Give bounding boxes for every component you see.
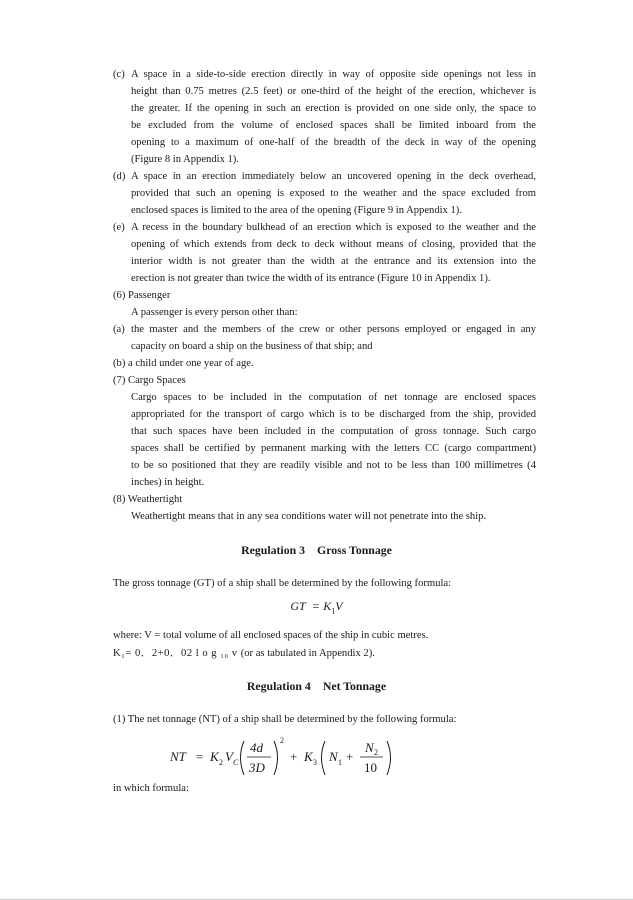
passenger-a-line-1: the master and the members of the crew or other persons employed or engaged in any [131,324,536,335]
left-paren-2 [322,741,326,775]
gross-tonnage-formula [0,599,633,615]
passenger-heading: (6) Passenger [113,290,171,301]
cargo-line-5: to be so positioned that they are readily visible and not to be less than 100 millimetres (4 [131,460,536,471]
clause-e-line-1: A recess in the boundary bulkhead of an erection which is exposed to the weather and the [131,222,536,233]
cargo-line-1: Cargo spaces to be included in the computation of net tonnage are enclosed spaces [131,392,536,403]
fraction-numerator: 4d [250,740,263,755]
nt-equals: = [196,749,204,764]
nt-vc-subscript: C [233,758,239,767]
regulation-3-number: Regulation 3 [241,543,306,557]
clause-c-label: (c) [113,69,125,80]
gt-k-subscript: 1 [331,606,336,616]
right-paren-2 [387,741,391,775]
right-paren-1 [274,741,278,775]
clause-c-line-6: (Figure 8 in Appendix 1). [131,154,239,165]
nt-n2-symbol: N [365,740,374,755]
cargo-line-6: inches) in height. [131,477,205,488]
clause-e-line-3: interior width is not greater than the width at the entrance and its extension into the [131,256,536,267]
clause-c-line-5: opening to a maximum of one-half of the breadth of the deck in way of the opening [131,137,536,148]
nt-n1-symbol: N [329,749,338,764]
gt-equals: = [312,599,320,613]
regulation-4-number: Regulation 4 [246,679,311,693]
nt-k3-subscript: 3 [313,758,317,767]
clause-e-label: (e) [113,222,125,233]
nt-k2-subscript: 2 [219,758,223,767]
denominator-ten: 10 [364,760,377,775]
clause-d-line-1: A space in an erection immediately below an uncovered opening in the deck overhead, [131,171,536,182]
nt-k3-symbol: K [304,749,313,764]
squared-exponent: 2 [280,736,284,745]
gt-v-symbol: V [335,599,343,613]
nt-n2-subscript: 2 [374,748,378,757]
left-paren-1 [241,741,245,775]
passenger-intro: A passenger is every person other than: [131,307,298,318]
clause-c-line-3: the greater. If the opening in such an erection is provided on one side only, the space to [131,103,536,114]
clause-c-line-2: height than 0.75 metres (2.5 feet) or one-third of the height of the erection, whichever is [131,86,536,97]
nt-k2-symbol: K [210,749,219,764]
regulation-3-title: Gross Tonnage [317,543,392,557]
k1-formula: K₁= 0．2+0．02 l o g ₁₀ v [113,648,238,659]
plus-sign: + [290,749,298,764]
cargo-heading: (7) Cargo Spaces [113,375,186,386]
regulation-3-where: where: V = total volume of all enclosed spaces of the ship in cubic metres. [113,630,429,641]
gt-symbol: GT [290,599,306,613]
passenger-a-label: (a) [113,324,125,335]
regulation-4-intro: (1) The net tonnage (NT) of a ship shall be determined by the following formula: [113,714,457,725]
clause-d-line-2: provided that such an opening is exposed to the weather and the space excluded from [131,188,536,199]
clause-e-line-2: opening of which extends from deck to deck without means of closing, provided that the [131,239,536,250]
clause-d-label: (d) [113,171,126,182]
passenger-a-line-2: capacity on board a ship on the business of that ship; and [131,341,373,352]
regulation-4-title: Net Tonnage [322,679,387,693]
plus-sign-2: + [346,749,354,764]
nt-symbol: NT [170,749,186,764]
fraction-denominator: 3D [249,760,265,775]
clause-e-line-4: erection is not greater than twice the width of its entrance (Figure 10 in Appendix 1). [131,273,491,284]
regulation-3-heading [0,543,633,558]
gt-k-symbol: K [323,599,332,613]
net-tonnage-formula [170,733,410,781]
cargo-line-4: spaces shall be certified by permanent marking with the letters CC (cargo compartment) [131,443,536,454]
regulation-3-intro: The gross tonnage (GT) of a ship shall be determined by the following formula: [113,578,452,589]
clause-c-line-4: be excluded from the volume of enclosed spaces shall be limited inboard from the [131,120,536,131]
clause-d-line-3: enclosed spaces is limited to the area of the opening (Figure 9 in Appendix 1). [131,205,462,216]
cargo-line-3: that such spaces have been included in the computation of gross tonnage. Such cargo [131,426,536,437]
k1-formula-line [113,645,375,660]
clause-c-line-1: A space in a side-to-side erection directly in way of opposite side openings not less in [131,69,536,80]
nt-vc-symbol: V [225,749,233,764]
k1-formula-suffix: (or as tabulated in Appendix 2). [240,648,375,659]
weathertight-line: Weathertight means that in any sea conditions water will not penetrate into the ship. [131,511,487,522]
cargo-line-2: appropriated for the transport of cargo which is to be discharged from the ship, provided [131,409,536,420]
nt-n1-subscript: 1 [338,758,342,767]
regulation-4-closing: in which formula: [113,783,189,794]
regulation-4-heading [0,679,633,694]
weathertight-heading: (8) Weathertight [113,494,183,505]
passenger-b-line: (b) a child under one year of age. [113,358,254,369]
